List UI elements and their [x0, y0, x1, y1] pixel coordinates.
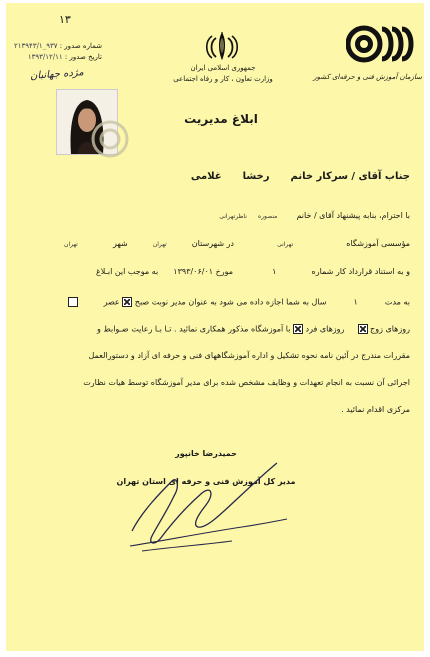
county-name: تهران	[152, 241, 167, 248]
contract-date-label: مورخ	[215, 267, 234, 276]
body-line-1	[20, 211, 410, 220]
salutation-label: جناب آقای / سرکار خانم	[290, 171, 410, 182]
contract-date: ۱۳۹۳/۰۶/۰۱	[173, 267, 214, 276]
body-line-5	[20, 324, 410, 334]
city-name: تهران	[64, 241, 78, 248]
salutation-line	[30, 171, 410, 182]
even-days-label: روزهای زوج	[370, 324, 410, 334]
issue-meta	[12, 41, 102, 63]
recipient-first-name: رخشا	[242, 171, 270, 182]
round-stamp-icon	[90, 119, 130, 159]
country-name: جمهوری اسلامی ایران	[190, 64, 256, 72]
document-page	[6, 3, 424, 651]
even-days-checkbox[interactable]	[358, 324, 368, 334]
organization-name: سازمان آموزش فنی و حرفه‌ای کشور	[313, 73, 422, 81]
city-label: شهر	[112, 239, 128, 248]
document-title: ابلاغ مدیریت	[184, 112, 258, 126]
evening-shift-label: عصر	[103, 297, 120, 307]
body-line-8: مرکزی اقدام نمائید .	[341, 405, 410, 414]
body-text: با احترام، بنابه پیشنهاد آقای / خانم	[296, 211, 410, 220]
appointment-text: سال به شما اجازه داده می شود به عنوان مدیر نوبت صبح	[134, 297, 327, 307]
issue-number-label: شماره صدور :	[59, 42, 102, 50]
page-number: ١٣	[59, 13, 71, 26]
by-virtue-text: به موجب این ابـلاغ	[95, 267, 159, 276]
body-line-2	[20, 239, 410, 248]
body-line-6: مقررات مندرج در آئین نامه نحوه تشکیل و اداره آموزشگاههای فنی و حرفه ای آزاد و دستورالعمل	[88, 351, 410, 360]
evening-shift-checkbox[interactable]	[68, 297, 78, 307]
issue-date-value: ۱۳۹۳/۱۲/۱۱	[27, 53, 63, 61]
issue-date-label: تاریخ صدور :	[64, 53, 102, 61]
contract-label: و به استناد قرارداد کار شماره	[311, 267, 410, 276]
duration-label: به مدت	[384, 297, 410, 307]
school-label: مؤسسی آموزشگاه	[346, 239, 410, 248]
body-line-7: اجرائی آن نسبت به انجام تعهدات و وظایف مشخص شده برای مدیر آموزشگاه توسط هیات نظارت	[83, 378, 410, 387]
recipient-last-name: غلامی	[190, 171, 222, 182]
signatory-title: مدیر کل آموزش فنی و حرفه ای استان تهران	[116, 477, 296, 486]
morning-shift-checkbox[interactable]	[122, 297, 132, 307]
ministry-name: وزارت تعاون ، کار و رفاه اجتماعی	[173, 75, 273, 83]
body-line-4	[20, 297, 410, 307]
duration-value: ۱	[353, 297, 358, 307]
cooperation-text: با آموزشگاه مذکور همکاری نمائید . تـا بـا رعایت ضـوابط و	[96, 324, 291, 334]
signatory-name: حمیدرضا خانپور	[175, 449, 237, 458]
body-line-3	[20, 267, 410, 276]
county-label: در شهرستان	[191, 239, 234, 248]
odd-days-label: روزهای فرد	[305, 324, 345, 334]
issue-number-value: ۹۳۷_۲۱۳۹۴۳/۱	[14, 42, 58, 50]
handwritten-signature	[102, 451, 292, 561]
tvto-logo-icon	[346, 21, 416, 67]
handwritten-name: مژده جهانبان	[29, 67, 85, 82]
odd-days-checkbox[interactable]	[293, 324, 303, 334]
school-name: تهرانی	[277, 241, 294, 248]
proposer-last-name: ناظرتهرانی	[219, 213, 247, 220]
contract-number: ۱	[272, 267, 277, 276]
iran-emblem-icon	[202, 31, 242, 61]
proposer-first-name: منصوره	[258, 213, 278, 220]
